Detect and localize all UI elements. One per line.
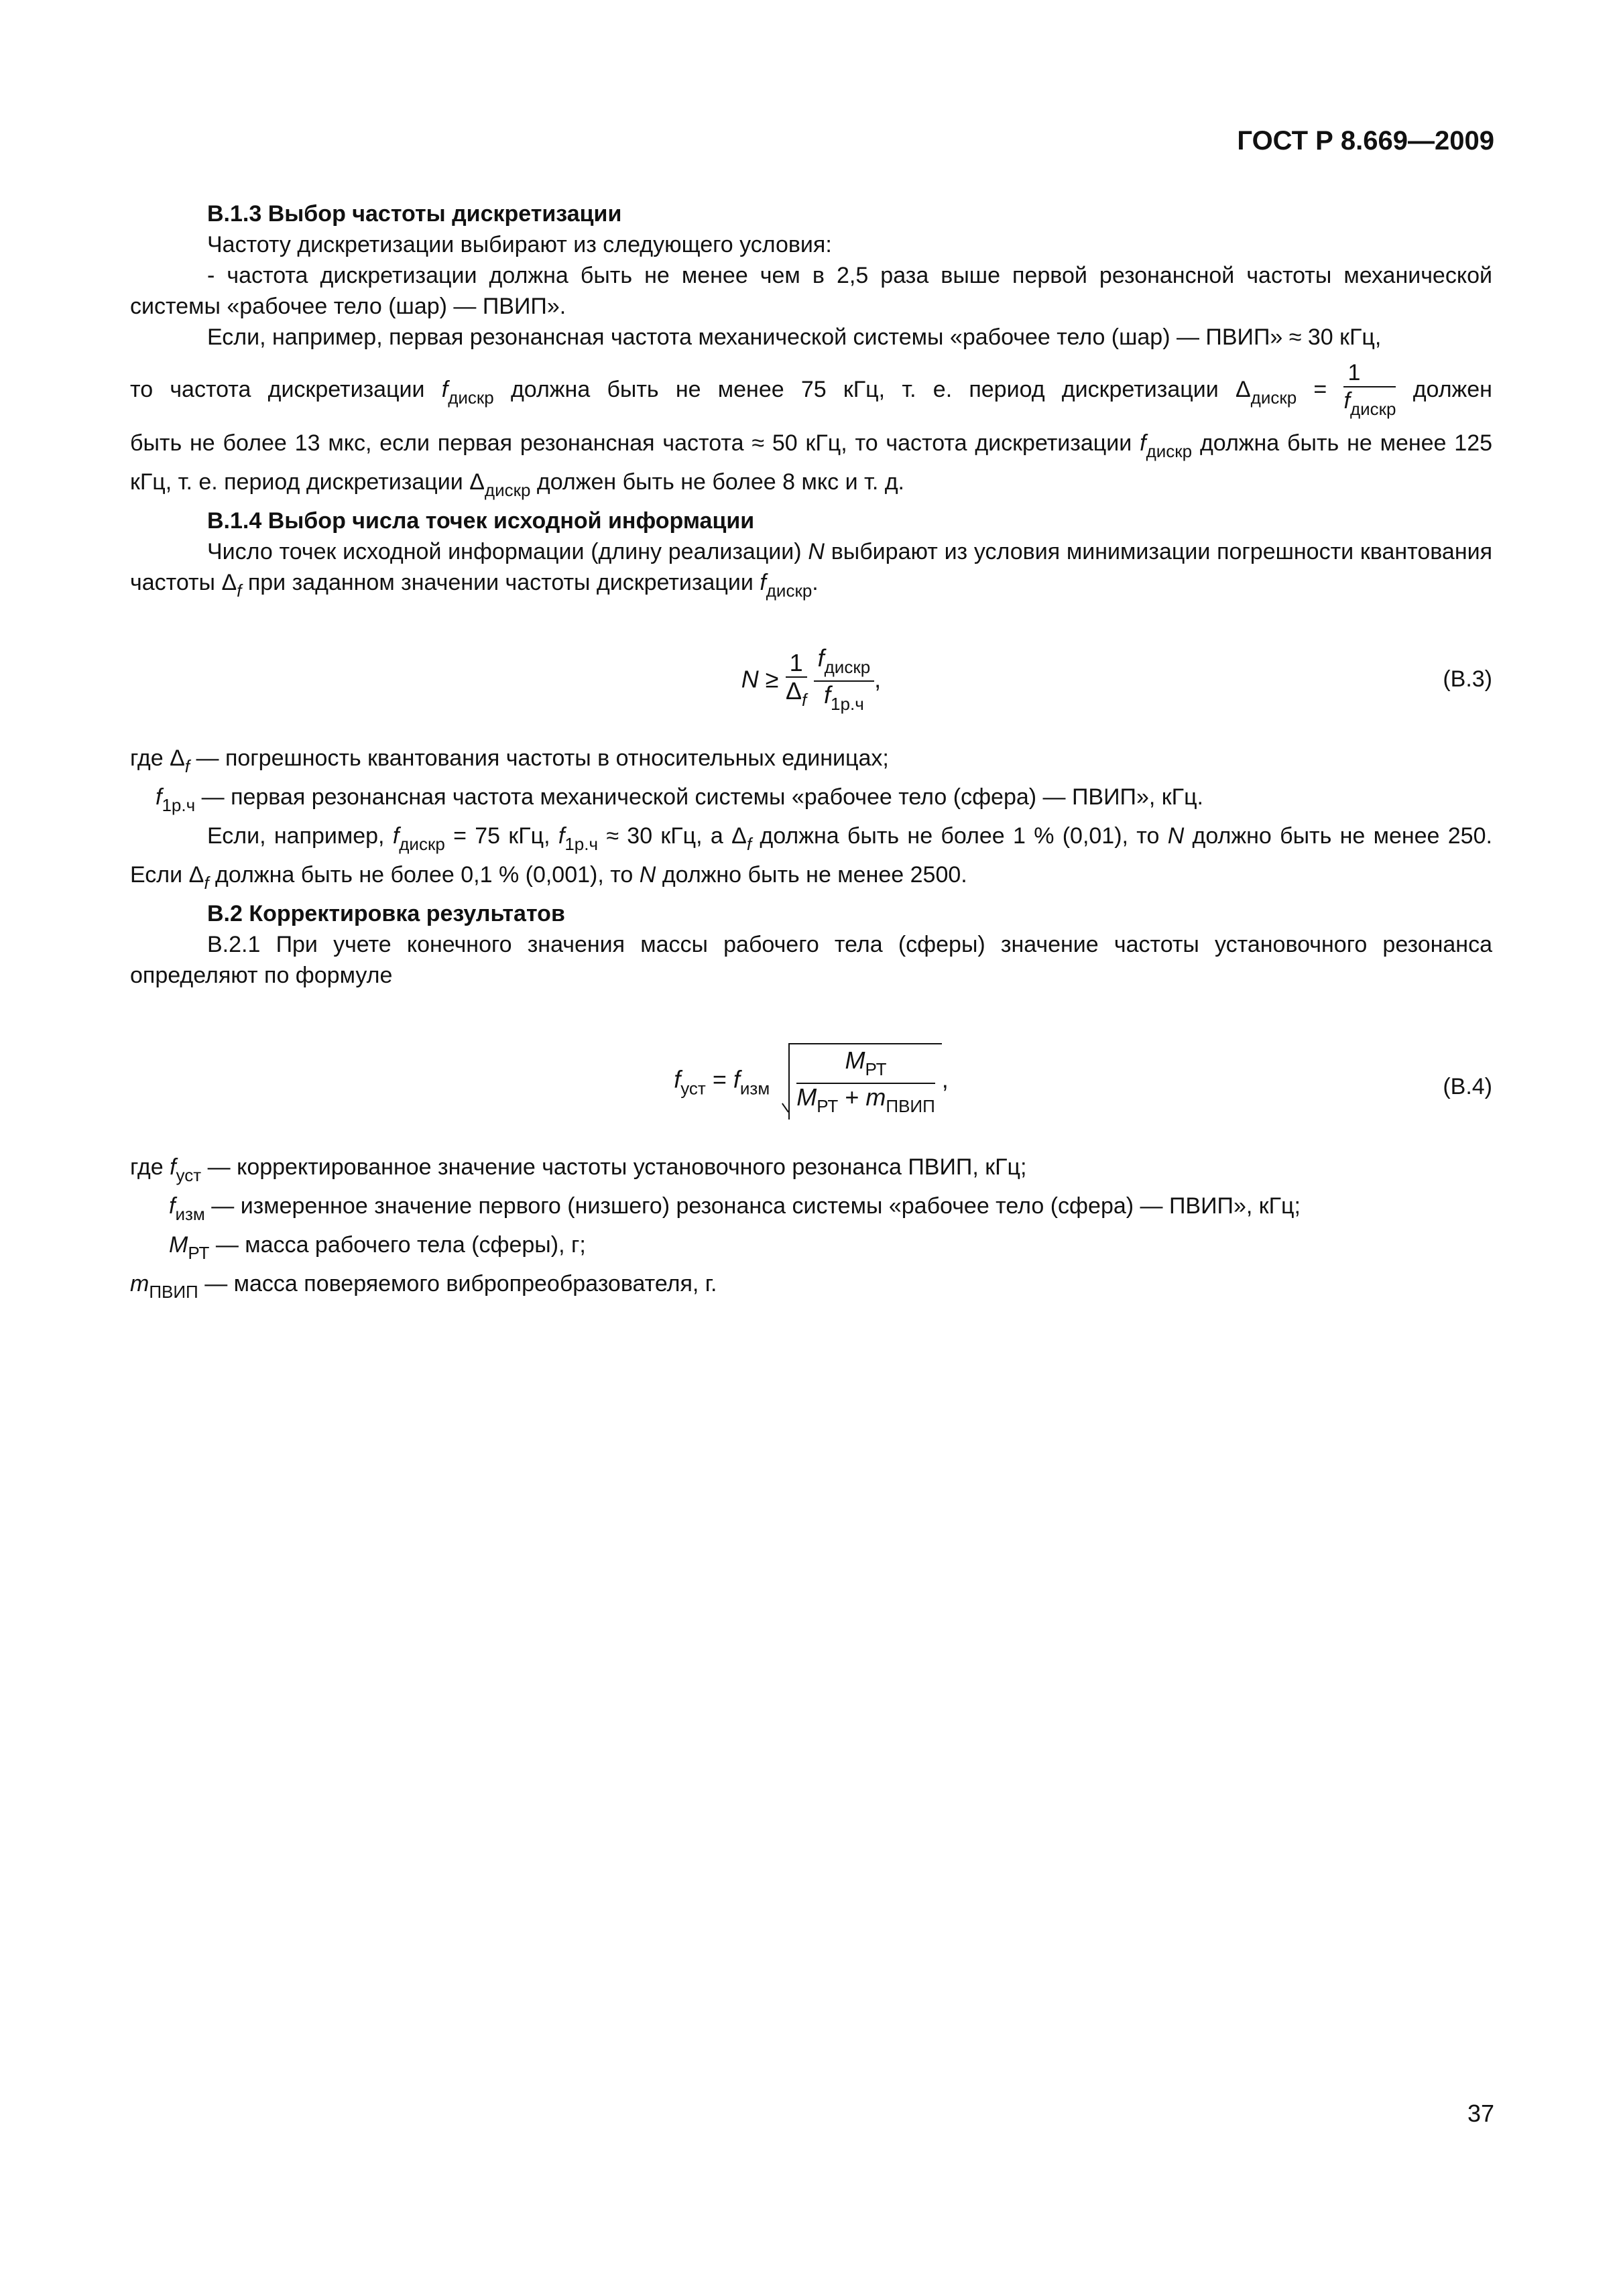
b21-paragraph: В.2.1 При учете конечного значения массы рабочего тела (сферы) значение частоты установочного резонанса определяют по формуле <box>130 932 1492 988</box>
standard-header: ГОСТ Р 8.669—2009 <box>1237 126 1494 156</box>
b14-example: Если, например, $f_{дискр} = 75$ кГц, $f_{1р.ч} \approx 30$ кГц, а $\Delta_f$ должна быть не более 1 % (0,01), то N должно быть не менее 250. Если $\Delta_f$ должна быть не более 0,1 % (0,001), то N должно быть не менее 2500. <box>130 823 1492 893</box>
b14-definitions: где $\Delta_f$ — погрешность квантования частоты в относительных единицах; $f_{1р.ч}$ — первая резонансная частота механической системы «рабочее тело (сфера) — ПВИП», кГц. <box>130 745 1203 815</box>
page-number: 37 <box>1467 2100 1494 2127</box>
formula-b4: $f_{уст} = f_{изм}$ $\frac{M_{РТ}}{M_{РТ} + m_{ПВИП}}$ , (В.4) <box>130 1031 1492 1138</box>
period-fraction: $\frac{1}{f_{дискр}}$ <box>1343 360 1396 419</box>
formula-b4-number: (В.4) <box>1443 1074 1492 1099</box>
b14-paragraph: Число точек исходной информации (длину реализации) N выбирают из условия минимизации погрешности квантования частоты $\Delta_f$ при заданном значении частоты дискретизации $f_{дискр}$. <box>130 539 1493 601</box>
section-b14-title: В.1.4 Выбор числа точек исходной информации <box>207 508 755 534</box>
b13-example-line2: то частота дискретизации $f_{дискр}$ должна быть не менее 75 кГц, т. е. период дискретизации $\Delta_{дискр}$ = $\frac{1}{f_{дискр}}$ должен <box>130 359 1492 422</box>
b2-definitions: где $f_{уст}$ — корректированное значение частоты установочного резонанса ПВИП, кГц; $f_{изм}$ — измеренное значение первого (низшего) резонанса системы «рабочее тело (сфера) — ПВИП», кГц; $M_{РТ}$ — масса рабочего тела (сферы), г; $m_{ПВИП}$ — масса поверяемого вибропреобразователя, г. <box>130 1154 1301 1302</box>
b13-example-line3: быть не более 13 мкс, если первая резонансная частота ≈ 50 кГц, то частота дискретизации $f_{дискр}$ должна быть не менее 125 кГц, т. е. период дискретизации $\Delta_{дискр}$ должен быть не более 8 мкс и т. д. <box>130 430 1493 500</box>
formula-b3-number: (В.3) <box>1443 666 1492 692</box>
b13-example-line1: Если, например, первая резонансная частота механической системы «рабочее тело (шар) — ПВИП» ≈ 30 кГц, <box>207 324 1382 350</box>
section-b2-title: В.2 Корректировка результатов <box>207 901 565 926</box>
page-body <box>130 198 1492 1307</box>
square-root: $\frac{M_{РТ}}{M_{РТ} + m_{ПВИП}}$ <box>788 1043 942 1120</box>
b13-intro: Частоту дискретизации выбирают из следующего условия: <box>207 232 832 257</box>
b13-condition: - частота дискретизации должна быть не менее чем в 2,5 раза выше первой резонансной частоты механической системы «рабочее тело (шар) — ПВИП». <box>130 263 1492 319</box>
section-b13-title: В.1.3 Выбор частоты дискретизации <box>207 201 622 227</box>
formula-b3: N ≥ $\frac{1}{\Delta_f}$ $\frac{f_{дискр}}{f_{1р.ч}}$ , (В.3) <box>741 644 1492 714</box>
